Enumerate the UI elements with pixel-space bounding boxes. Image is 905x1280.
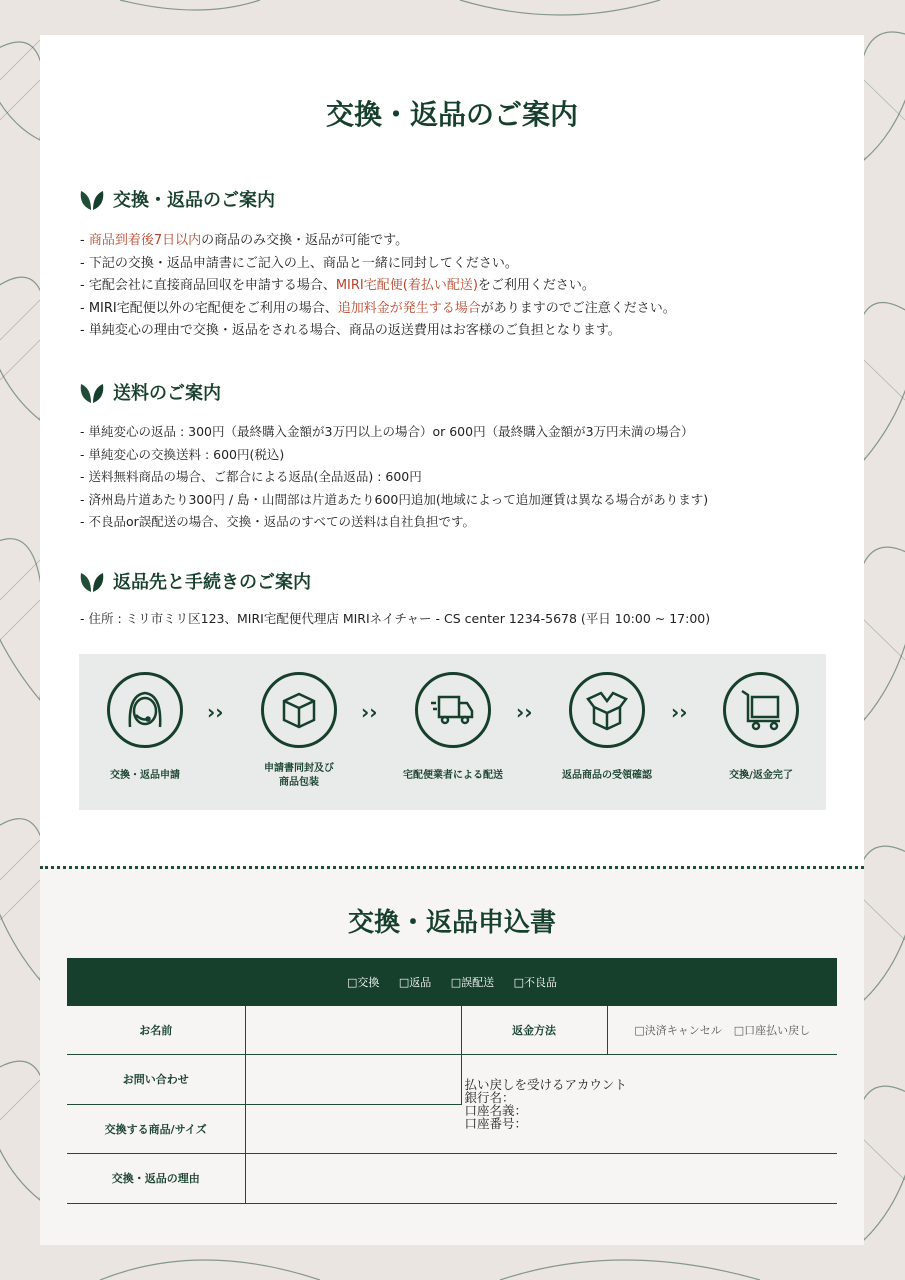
name-label: お名前	[67, 1006, 245, 1054]
shipping-list	[80, 421, 708, 534]
step-label: 宅配便業者による配送	[403, 770, 503, 781]
section-title: 送料のご案内	[113, 383, 221, 404]
text: - 宅配会社に直接商品回収を申請する場合、	[80, 278, 336, 293]
cart-trolley-icon	[738, 687, 784, 733]
list-item	[80, 275, 676, 298]
process-step	[239, 672, 359, 790]
text: の商品のみ交換・返品が可能です。	[201, 233, 409, 248]
process-step	[85, 672, 205, 790]
list-item	[80, 253, 676, 276]
process-step	[547, 672, 667, 790]
checkbox-misdelivery[interactable]: □誤配送	[450, 976, 495, 989]
form-title: 交換・返品申込書	[347, 908, 556, 938]
return-process-flow	[79, 654, 826, 810]
text: -	[80, 233, 89, 248]
name-field[interactable]	[245, 1006, 461, 1054]
chevron-right-icon: ››	[516, 700, 533, 724]
process-step	[701, 672, 821, 790]
process-step	[393, 672, 513, 790]
step-label: 申請書同封及び 商品包装	[264, 763, 334, 788]
account-number-label: 口座番号：	[464, 1115, 528, 1131]
package-box-icon	[276, 687, 322, 733]
highlight-text: 追加料金が発生する場合	[337, 300, 481, 316]
step-label: 返品商品の受領確認	[562, 770, 652, 781]
contact-label: お問い合わせ	[67, 1054, 245, 1104]
text: - 下記の交換・返品申請書にご記入の上、商品と一緒に同封してください。	[80, 255, 518, 271]
text: - 単純変心の理由で交換・返品をされる場合、商品の返送費用はお客様のご負担となります。	[80, 323, 621, 338]
checkbox-return[interactable]: □返品	[398, 976, 432, 989]
address-list	[80, 608, 710, 631]
text: をご利用ください。	[477, 278, 595, 293]
leaf-icon	[79, 380, 105, 404]
return-guide-list	[80, 230, 676, 343]
checkbox-exchange[interactable]: □交換	[346, 976, 380, 989]
section-heading-shipping	[79, 379, 221, 405]
application-table	[67, 958, 837, 1204]
product-size-label: 交換する商品/サイズ	[67, 1104, 245, 1153]
refund-method-label: 返金方法	[461, 1006, 607, 1054]
list-item	[80, 230, 676, 253]
list-item	[80, 298, 676, 321]
list-item	[80, 320, 676, 343]
return-guide-card	[40, 35, 864, 1245]
open-box-icon	[584, 687, 630, 733]
chevron-right-icon: ››	[671, 700, 688, 724]
refund-method-options	[607, 1006, 837, 1054]
account-heading: 払い戻しを受けるアカウント	[464, 1076, 627, 1092]
reason-field[interactable]	[245, 1153, 837, 1203]
step-label: 交換・返品申請	[110, 770, 180, 781]
list-item: - 不良品or誤配送の場合、交換・返品のすべての送料は自社負担です。	[80, 514, 476, 529]
product-size-field[interactable]	[245, 1104, 461, 1153]
table-row	[67, 1054, 837, 1104]
list-item: - 済州島片道あたり300円 / 島・山間部は片道あたり600円追加(地域によって追加運賃は異なる場合があります)	[80, 491, 709, 507]
contact-field[interactable]	[245, 1054, 461, 1104]
list-item: - 単純変心の交換送料 : 600円(税込)	[80, 446, 285, 462]
chevron-right-icon: ››	[207, 700, 224, 724]
checkbox-payment-cancel[interactable]: □決済キャンセル	[634, 1023, 722, 1037]
delivery-truck-icon	[429, 687, 477, 733]
account-holder-label: 口座名義：	[464, 1102, 528, 1118]
reason-label: 交換・返品の理由	[67, 1153, 245, 1203]
bank-name-label: 銀行名：	[464, 1089, 515, 1105]
highlight-text: 商品到着後7日以内	[88, 233, 202, 248]
list-item: - 送料無料商品の場合、ご都合による返品(全品返品) : 600円	[80, 469, 422, 484]
list-item: - 単純変心の返品 : 300円（最終購入金額が3万円以上の場合）or 600円（最終購入金額が3万円未満の場合）	[80, 424, 694, 439]
highlight-text: MIRI宅配便(着払い配送)	[335, 278, 478, 293]
page-title: 交換・返品のご案内	[325, 98, 578, 131]
headset-operator-icon	[122, 687, 168, 733]
leaf-icon	[79, 187, 105, 211]
refund-account-field[interactable]	[461, 1054, 837, 1153]
leaf-icon	[79, 569, 105, 593]
section-heading-return-guide	[79, 186, 275, 212]
step-label: 交換/返金完了	[729, 770, 793, 781]
address-text: - 住所 : ミリ市ミリ区123、MIRI宅配便代理店 MIRIネイチャー - CS center 1234-5678 (平日 10:00 ~ 17:00)	[80, 611, 711, 626]
type-checkbox-row	[67, 958, 837, 1006]
table-row	[67, 1153, 837, 1203]
table-row	[67, 1006, 837, 1054]
chevron-right-icon: ››	[361, 700, 378, 724]
section-title: 交換・返品のご案内	[113, 190, 275, 211]
section-title: 返品先と手続きのご案内	[113, 572, 311, 593]
checkbox-defective[interactable]: □不良品	[513, 976, 558, 989]
checkbox-account-refund[interactable]: □口座払い戻し	[733, 1023, 811, 1037]
text: がありますのでご注意ください。	[480, 300, 676, 316]
text: - MIRI宅配便以外の宅配便をご利用の場合、	[80, 300, 338, 316]
section-heading-return-address	[79, 568, 311, 594]
